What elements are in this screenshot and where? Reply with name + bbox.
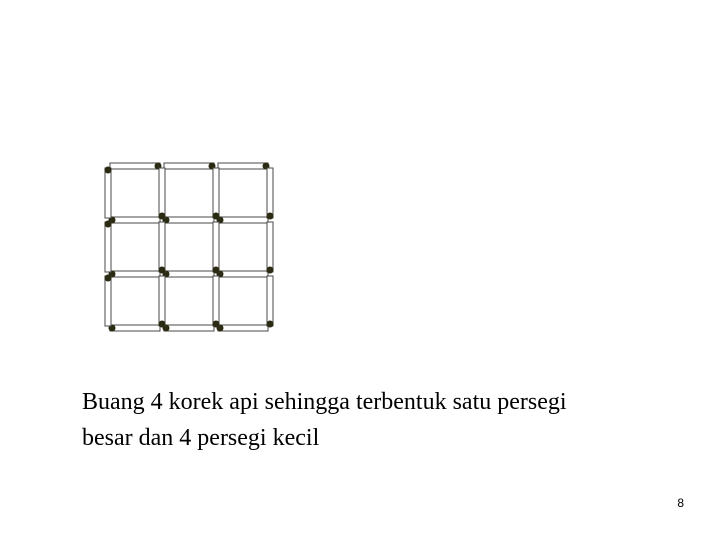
page-number: 8 [677,496,684,510]
matchstick-vertical [105,221,112,273]
matchstick-horizontal [109,325,161,332]
match-head [267,321,274,328]
match-head [213,213,220,220]
matchstick-horizontal [217,325,269,332]
instruction-line-2: besar dan 4 persegi kecil [82,425,320,451]
matchstick-vertical [213,276,220,328]
match-head [105,221,112,228]
matchstick-grid [98,156,283,342]
match-head [159,213,166,220]
matchstick-vertical [159,276,166,328]
matchstick-vertical [105,275,112,327]
match-head [213,267,220,274]
match-head [267,213,274,220]
matchstick-vertical [213,222,220,274]
matchstick-horizontal [164,163,216,170]
match-head [159,267,166,274]
matchstick-vertical [159,168,166,220]
matchstick-vertical [267,168,274,220]
instruction-line-1: Buang 4 korek api sehingga terbentuk satu persegi [82,389,567,415]
matchstick-horizontal [109,217,161,224]
match-head [105,167,112,174]
match-head [105,275,112,282]
matchstick-horizontal [163,271,215,278]
match-head [267,267,274,274]
matchstick-vertical [267,276,274,328]
matchstick-horizontal [163,325,215,332]
instruction-text [82,384,682,456]
matchstick-horizontal [110,163,162,170]
matchstick-vertical [213,168,220,220]
matchstick-horizontal [163,217,215,224]
matchstick-horizontal [217,271,269,278]
match-head [159,321,166,328]
matchstick-vertical [267,222,274,274]
matchstick-horizontal [218,163,270,170]
matchstick-horizontal [109,271,161,278]
matchstick-horizontal [217,217,269,224]
matchstick-vertical [105,167,112,219]
match-head [213,321,220,328]
matchstick-vertical [159,222,166,274]
